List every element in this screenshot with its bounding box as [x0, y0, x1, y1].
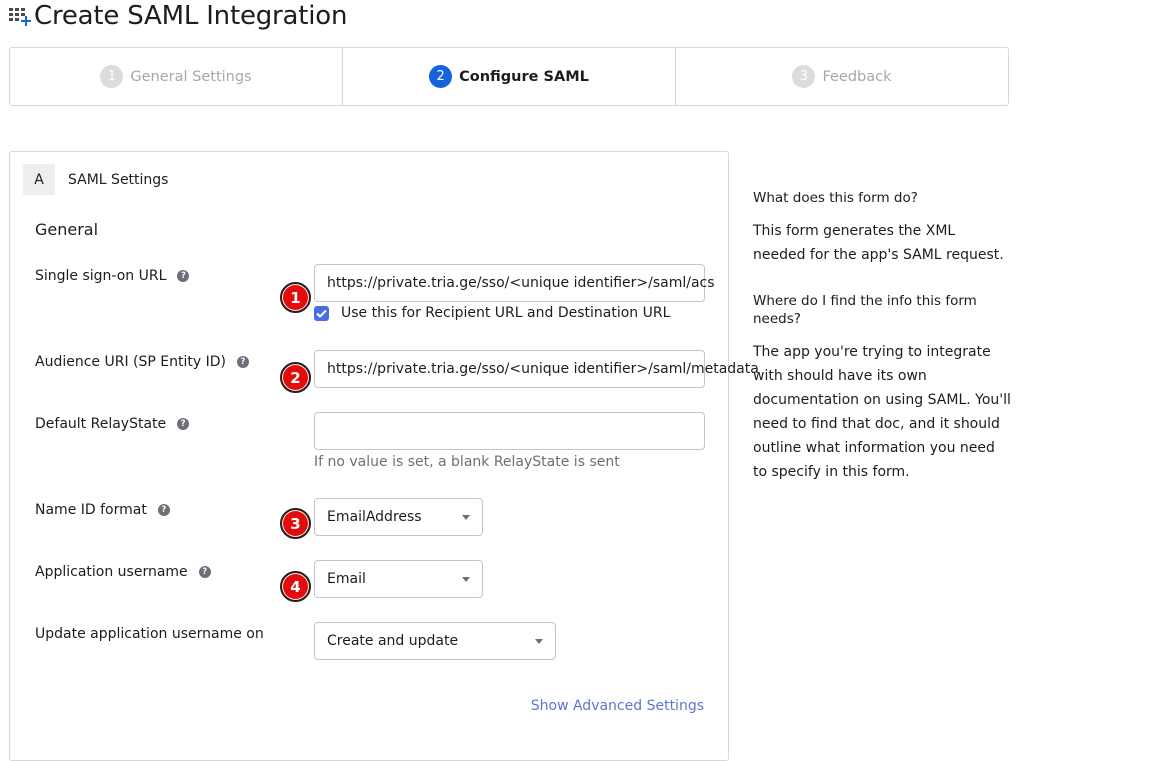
step-configure-saml[interactable] [343, 48, 676, 105]
saml-settings-panel [9, 151, 759, 761]
update-username-label [35, 626, 264, 642]
step-label: Feedback [822, 68, 892, 85]
annotation-badge-4: 4 [280, 571, 311, 602]
relay-state-input[interactable] [314, 412, 705, 450]
annotation-badge-1: 1 [280, 282, 311, 313]
relay-state-hint: If no value is set, a blank RelayState is sent [314, 454, 620, 470]
step-general-settings[interactable] [10, 48, 343, 105]
name-id-format-value: EmailAddress [327, 509, 422, 525]
help-answer-2: The app you're trying to integrate with should have its own documentation on using SAML. You'll need to find that doc, and it should outline what information you need to specify in this form. [753, 344, 1011, 480]
annotation-badge-2: 2 [280, 362, 311, 393]
wizard-stepper [9, 47, 1009, 106]
name-id-format-select[interactable] [314, 498, 483, 536]
help-icon[interactable]: ? [199, 566, 211, 578]
help-icon[interactable]: ? [158, 504, 170, 516]
help-answer-1: This form generates the XML needed for the app's SAML request. [753, 223, 1004, 263]
page-title: Create SAML Integration [34, 1, 348, 31]
show-advanced-settings-link[interactable]: Show Advanced Settings [530, 698, 704, 714]
chevron-down-icon [462, 515, 470, 520]
step-label: Configure SAML [459, 68, 589, 85]
sso-url-input[interactable]: https://private.tria.ge/sso/<unique identifier>/saml/acs [314, 264, 705, 302]
app-username-label-text: Application username [35, 564, 188, 580]
help-icon[interactable]: ? [237, 356, 249, 368]
step-feedback[interactable] [676, 48, 1008, 105]
section-letter: A [23, 164, 55, 195]
update-username-value: Create and update [327, 633, 459, 649]
relay-state-label-text: Default RelayState [35, 416, 167, 432]
step-label: General Settings [130, 68, 252, 85]
annotation-badge-3: 3 [280, 508, 311, 539]
relay-state-label [35, 416, 189, 432]
app-username-select[interactable] [314, 560, 483, 598]
sso-url-label [35, 268, 189, 284]
checkbox-checked-icon[interactable] [314, 306, 329, 321]
chevron-down-icon [462, 577, 470, 582]
app-username-label [35, 564, 211, 580]
audience-uri-input[interactable]: https://private.tria.ge/sso/<unique identifier>/saml/metadata [314, 350, 705, 388]
update-username-select[interactable] [314, 622, 556, 660]
name-id-format-label-text: Name ID format [35, 502, 147, 518]
audience-uri-label [35, 354, 249, 370]
page-header [8, 0, 347, 32]
recipient-url-checkbox-row[interactable] [314, 305, 670, 321]
step-number: 1 [100, 65, 123, 88]
help-icon[interactable]: ? [177, 418, 189, 430]
recipient-url-checkbox-label: Use this for Recipient URL and Destination URL [341, 305, 671, 321]
app-username-value: Email [327, 571, 366, 587]
section-header [23, 164, 168, 195]
step-number: 2 [429, 65, 452, 88]
help-question-1: What does this form do? [753, 190, 918, 206]
section-title: SAML Settings [68, 171, 169, 188]
step-number: 3 [792, 65, 815, 88]
sso-url-label-text: Single sign-on URL [35, 268, 167, 284]
audience-uri-label-text: Audience URI (SP Entity ID) [35, 354, 226, 370]
help-icon[interactable]: ? [177, 270, 189, 282]
chevron-down-icon [535, 639, 543, 644]
apps-add-icon [8, 3, 34, 29]
name-id-format-label [35, 502, 170, 518]
update-username-label-text: Update application username on [35, 626, 264, 642]
group-title: General [35, 220, 99, 239]
help-question-2: Where do I find the info this form needs? [753, 293, 977, 327]
